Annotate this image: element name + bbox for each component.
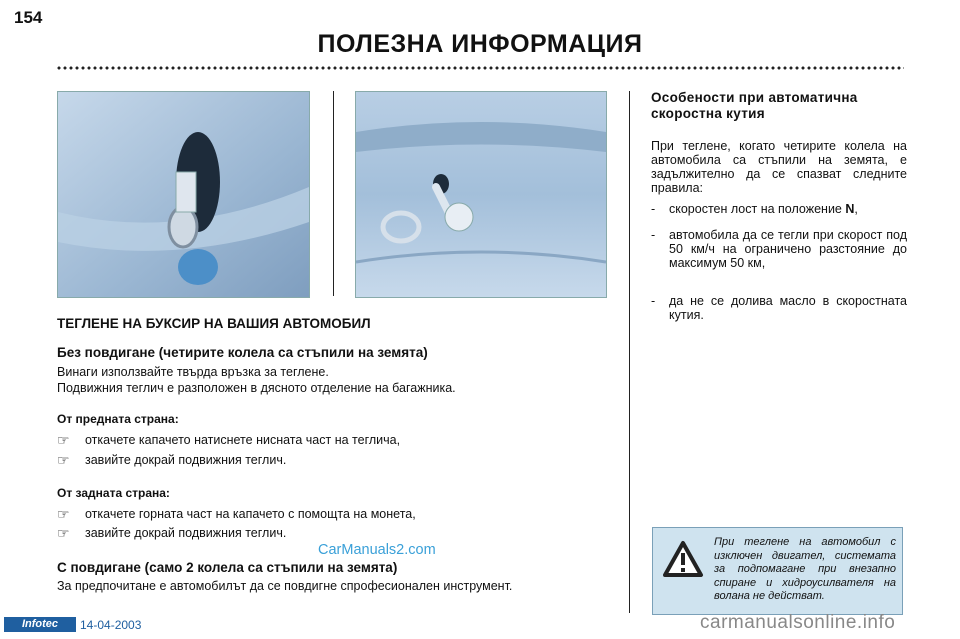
intro-line-2: Подвижния теглич е разположен в дясното отделение на багажника. xyxy=(57,381,456,395)
automatic-gearbox-heading: Особености при автоматична скоростна кутия xyxy=(651,90,858,121)
pointing-hand-icon: ☞ xyxy=(57,432,70,448)
towing-heading: ТЕГЛЕНЕ НА БУКСИР НА ВАШИЯ АВТОМОБИЛ xyxy=(57,316,371,331)
warning-triangle-icon xyxy=(662,540,704,583)
lift-text: За предпочитане е автомобилът да се повдигне спрофесионален инструмент. xyxy=(57,579,513,593)
rear-side-label: От задната страна: xyxy=(57,486,170,500)
list-item: - автомобила да се тегли при скорост под 50 км/ч на ограничено разстояние до максимум 50 км, xyxy=(651,228,907,270)
rear-step-2: завийте докрай подвижния теглич. xyxy=(85,526,287,540)
pointing-hand-icon: ☞ xyxy=(57,452,70,468)
front-step-1: откачете капачето натиснете нисната част на теглича, xyxy=(85,433,401,447)
list-item xyxy=(57,432,400,448)
front-side-label: От предната страна: xyxy=(57,412,179,426)
list-item xyxy=(57,506,416,522)
page-number: 154 xyxy=(14,8,43,27)
rule-1-text: скоростен лост на положение xyxy=(669,202,846,216)
pointing-hand-icon: ☞ xyxy=(57,525,70,541)
footer-date: 14-04-2003 xyxy=(80,618,142,632)
photo-separator xyxy=(333,91,334,296)
rule-3-text: да не се долива масло в скоростната кутия. xyxy=(669,294,907,322)
rear-step-1: откачете горната част на капачето с помощта на монета, xyxy=(85,507,416,521)
list-item xyxy=(57,525,286,541)
front-tow-hook-photo xyxy=(57,91,310,298)
warning-text: При теглене на автомобил с изключен двигател, системата за подпомагане при внезапно спиране и хидроусилвателя на волана не действат. xyxy=(714,536,896,602)
no-lift-subheading: Без повдигане (четирите колела са стъпили на земята) xyxy=(57,345,428,360)
list-item xyxy=(57,452,286,468)
front-step-2: завийте докрай подвижния теглич. xyxy=(85,453,287,467)
list-item: - да не се долива масло в скоростната кутия. xyxy=(651,294,907,322)
footer-site-watermark: carmanualsonline.info xyxy=(700,612,896,633)
list-item: - скоростен лост на положение N, xyxy=(651,202,858,216)
column-separator xyxy=(629,91,630,613)
automatic-gearbox-intro: При теглене, когато четирите колела на автомобила са стъпили на земята, е задължително да се спазват следните правила: xyxy=(651,139,907,195)
infotec-logo: Infotec xyxy=(4,617,76,632)
dotted-divider xyxy=(56,66,904,70)
page-title: ПОЛЕЗНА ИНФОРМАЦИЯ xyxy=(317,30,643,58)
rule-1-gear: N xyxy=(845,202,855,216)
lift-heading: С повдигане (само 2 колела са стъпили на земята) xyxy=(57,560,398,575)
pointing-hand-icon: ☞ xyxy=(57,506,70,522)
watermark: CarManuals2.com xyxy=(318,542,436,558)
intro-line-1: Винаги използвайте твърда връзка за теглене. xyxy=(57,365,329,379)
rear-tow-hook-photo xyxy=(355,91,607,298)
rule-2-text: автомобила да се тегли при скорост под 50 км/ч на ограничено разстояние до максимум 50 км, xyxy=(669,228,907,270)
